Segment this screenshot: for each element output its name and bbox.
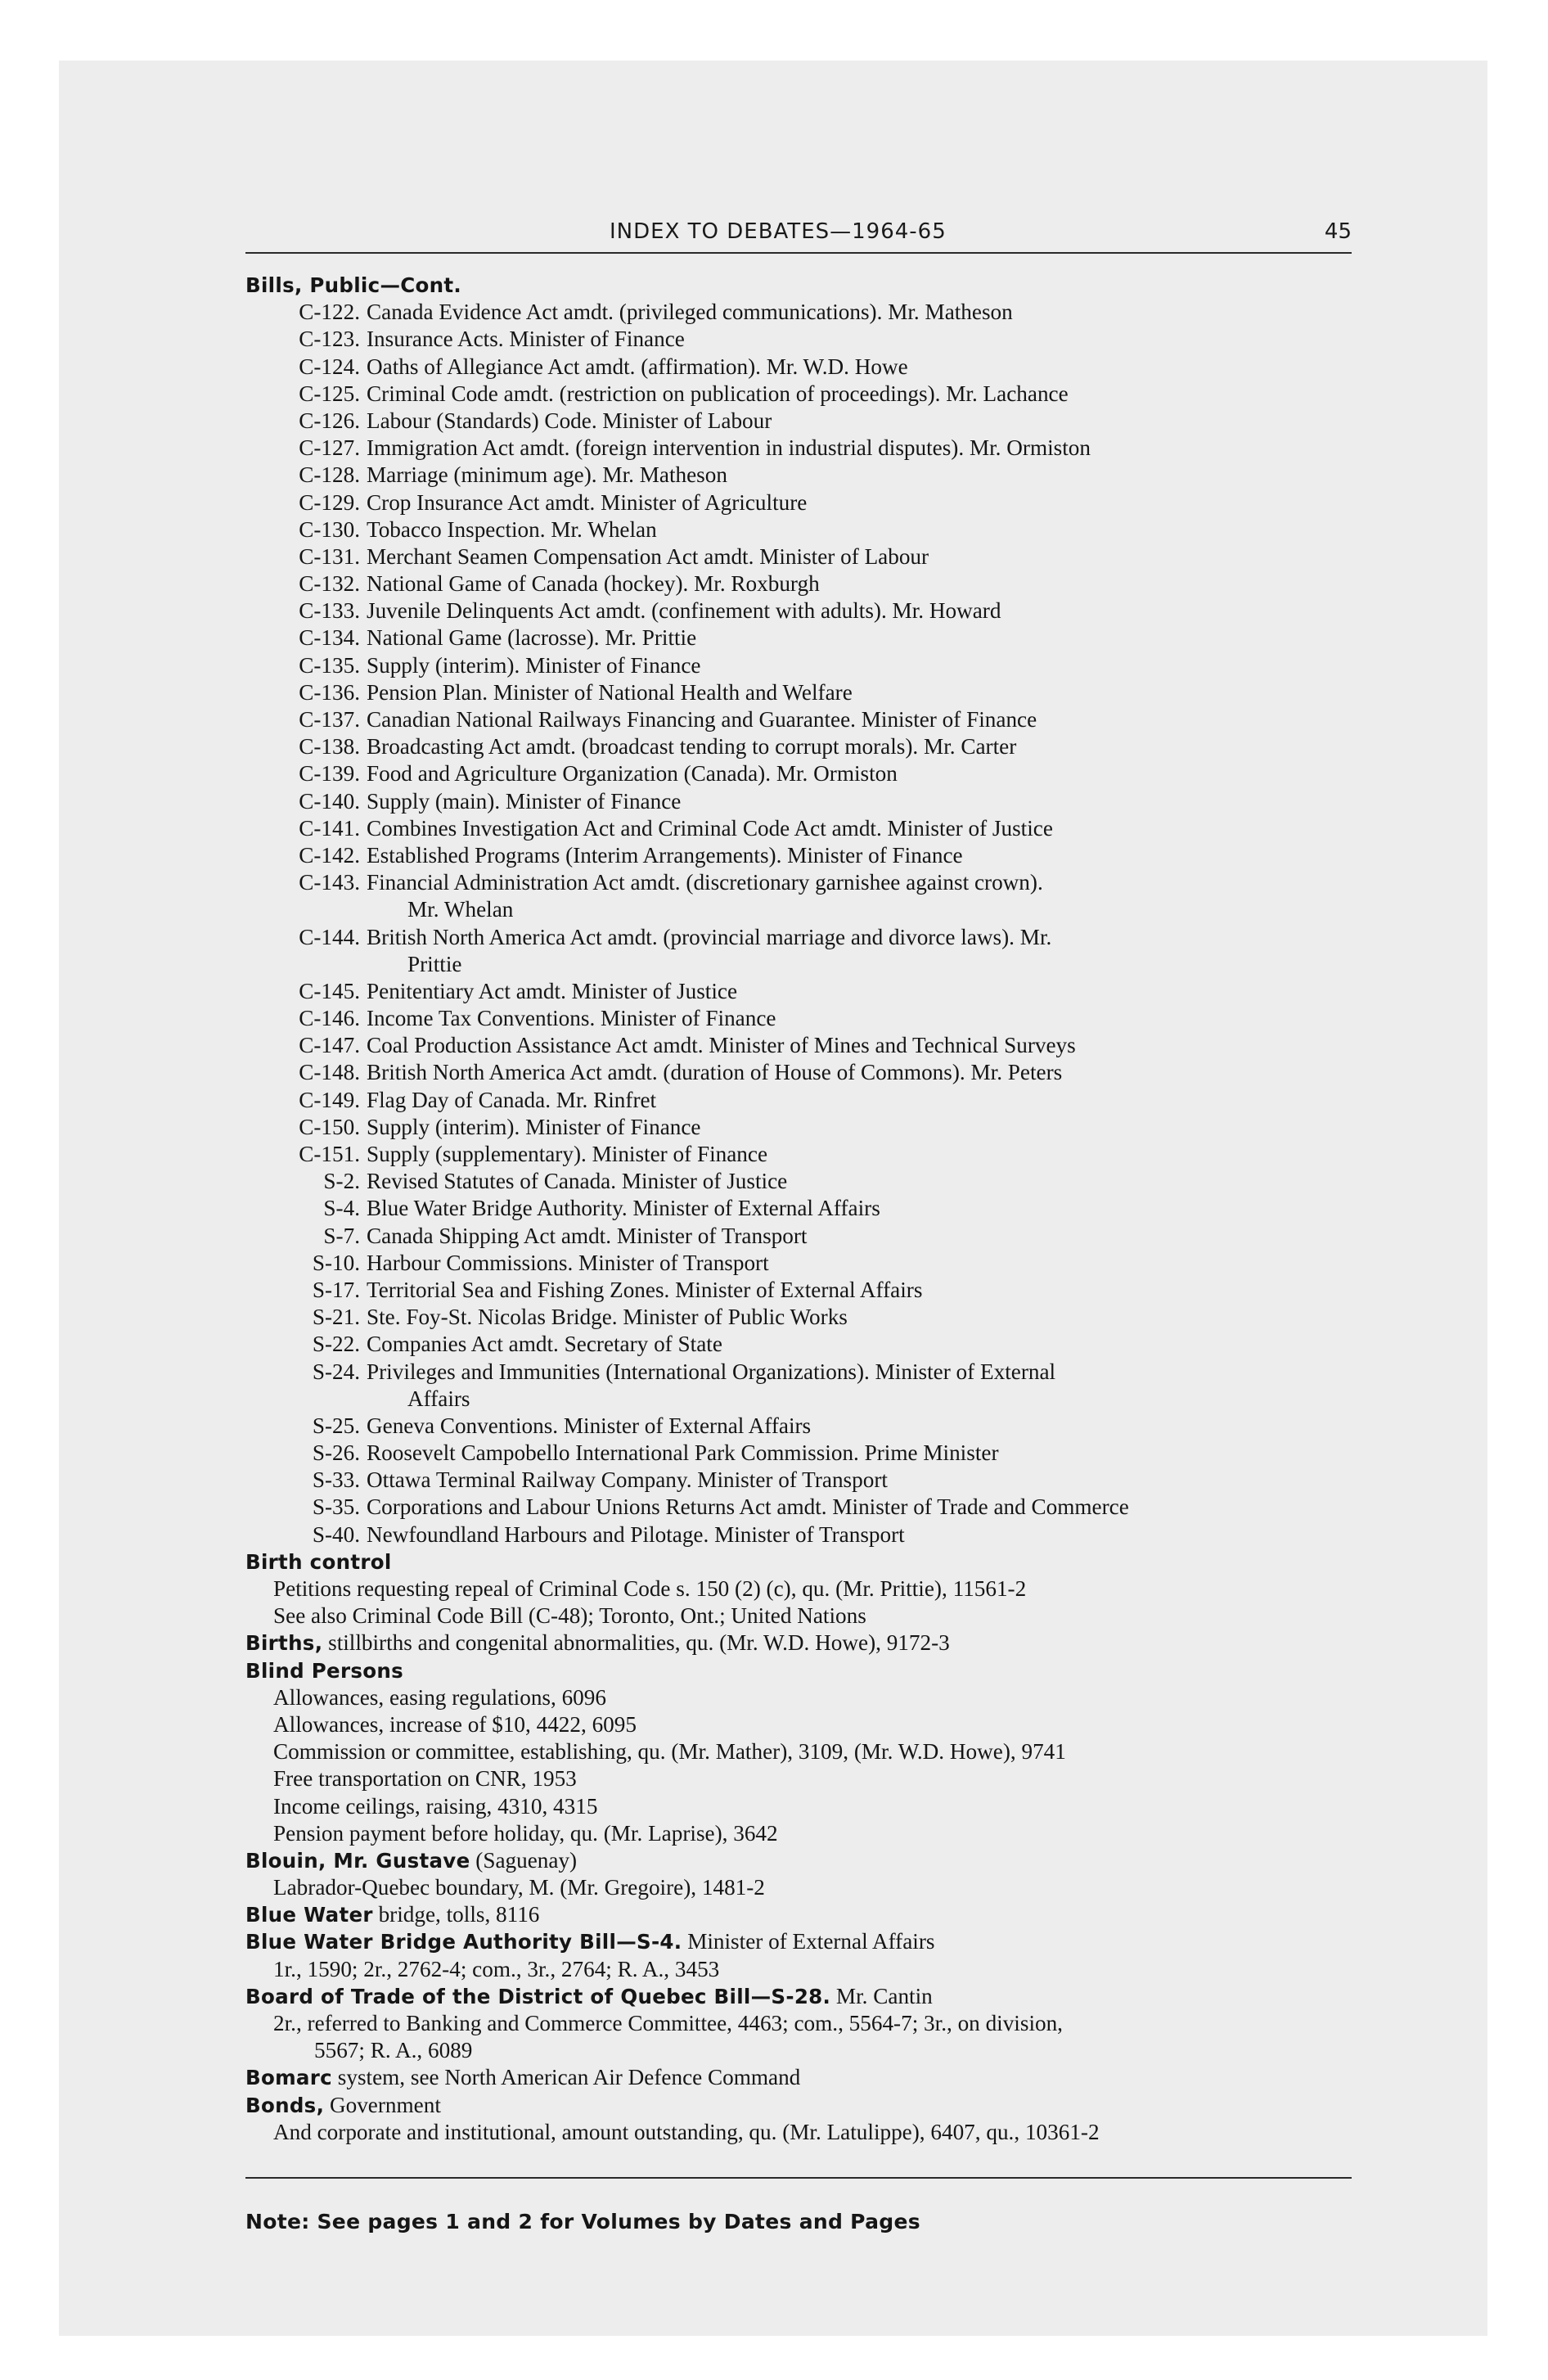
bill-title: Insurance Acts. Minister of Finance bbox=[367, 327, 685, 352]
bill-number: S-25. bbox=[312, 1413, 360, 1438]
bill-number: C-149. bbox=[299, 1087, 360, 1112]
bill-entry bbox=[245, 435, 1358, 462]
bill-entry bbox=[245, 381, 1358, 408]
bill-title: Newfoundland Harbours and Pilotage. Minister of Transport bbox=[367, 1521, 905, 1547]
bill-number: S-35. bbox=[312, 1494, 360, 1520]
bill-number: S-17. bbox=[312, 1277, 360, 1302]
bill-number: C-124. bbox=[299, 354, 360, 379]
bill-entry bbox=[245, 1114, 1358, 1141]
heading-term: Births, bbox=[245, 1631, 323, 1656]
bill-entry bbox=[245, 299, 1358, 326]
entry-text: Petitions requesting repeal of Criminal Code s. 150 (2) (c), qu. (Mr. Prittie), 11561-2 bbox=[273, 1576, 1027, 1601]
bill-title: Corporations and Labour Unions Returns Act amdt. Minister of Trade and Commerce bbox=[367, 1494, 1129, 1520]
heading-term: Bills, Public—Cont. bbox=[245, 273, 462, 297]
bill-number: S-33. bbox=[312, 1467, 360, 1493]
bill-entry bbox=[245, 462, 1358, 489]
bill-number: S-26. bbox=[312, 1440, 360, 1466]
bill-number: C-130. bbox=[299, 516, 360, 542]
bill-entry bbox=[245, 570, 1358, 597]
bill-entry-continuation bbox=[245, 1386, 1358, 1413]
bill-entry bbox=[245, 1087, 1358, 1114]
heading-term: Blind Persons bbox=[245, 1658, 403, 1683]
heading-term: Birth control bbox=[245, 1549, 392, 1574]
bill-entry bbox=[245, 354, 1358, 381]
bill-title: Oaths of Allegiance Act amdt. (affirmation). Mr. W.D. Howe bbox=[367, 354, 908, 379]
bill-entry bbox=[245, 1304, 1358, 1331]
entry-text: Allowances, easing regulations, 6096 bbox=[273, 1684, 606, 1710]
bill-number: C-125. bbox=[299, 381, 360, 406]
subentry bbox=[245, 1793, 1358, 1820]
bill-title: Ste. Foy-St. Nicolas Bridge. Minister of Public Works bbox=[367, 1305, 848, 1330]
bill-number: C-151. bbox=[299, 1142, 360, 1166]
heading-rest: bridge, tolls, 8116 bbox=[372, 1902, 540, 1927]
bill-title: Merchant Seamen Compensation Act amdt. Minister of Labour bbox=[367, 543, 929, 569]
bill-number: S-2. bbox=[323, 1169, 360, 1194]
entry-text: Mr. Whelan bbox=[407, 897, 514, 922]
subentry bbox=[245, 2119, 1358, 2146]
entry-text: 5567; R. A., 6089 bbox=[314, 2038, 473, 2063]
bill-entry bbox=[245, 924, 1358, 951]
footer-rule bbox=[245, 2177, 1352, 2179]
bill-number: C-145. bbox=[299, 978, 360, 1003]
bill-number: S-40. bbox=[312, 1521, 360, 1547]
bill-title: Supply (interim). Minister of Finance bbox=[367, 652, 701, 678]
bill-entry bbox=[245, 326, 1358, 353]
bill-number: C-148. bbox=[299, 1060, 360, 1085]
bill-number: S-24. bbox=[312, 1359, 360, 1384]
bill-title: Blue Water Bridge Authority. Minister of External Affairs bbox=[367, 1196, 880, 1221]
bill-title: Pension Plan. Minister of National Health and Welfare bbox=[367, 679, 853, 705]
bill-number: C-135. bbox=[299, 652, 360, 678]
bill-title: Tobacco Inspection. Mr. Whelan bbox=[367, 516, 657, 542]
bill-number: C-138. bbox=[299, 734, 360, 760]
bill-title: Supply (supplementary). Minister of Finance bbox=[367, 1142, 768, 1166]
bill-entry bbox=[245, 1168, 1358, 1195]
bill-number: C-141. bbox=[299, 815, 360, 841]
bill-title: Income Tax Conventions. Minister of Finance bbox=[367, 1006, 776, 1031]
subentry bbox=[245, 2010, 1358, 2037]
subentry bbox=[245, 2037, 1358, 2064]
bill-title: Coal Production Assistance Act amdt. Minister of Mines and Technical Surveys bbox=[367, 1033, 1076, 1058]
bill-number: C-139. bbox=[299, 761, 360, 787]
entry-text: Labrador-Quebec boundary, M. (Mr. Gregoire), 1481-2 bbox=[273, 1875, 765, 1900]
bill-entry bbox=[245, 1494, 1358, 1521]
index-heading bbox=[245, 1629, 1358, 1657]
subentry bbox=[245, 1956, 1358, 1983]
bill-entry-continuation bbox=[245, 896, 1358, 923]
bill-title: Supply (interim). Minister of Finance bbox=[367, 1114, 701, 1139]
bill-entry bbox=[245, 1467, 1358, 1494]
index-heading bbox=[245, 1901, 1358, 1928]
subentry bbox=[245, 1820, 1358, 1847]
index-heading bbox=[245, 1657, 1358, 1684]
subentry bbox=[245, 1738, 1358, 1765]
bill-entry-continuation bbox=[245, 951, 1358, 978]
entry-text: Allowances, increase of $10, 4422, 6095 bbox=[273, 1711, 637, 1737]
bill-number: C-123. bbox=[299, 327, 360, 352]
bill-number: C-133. bbox=[299, 598, 360, 624]
bill-number: C-127. bbox=[299, 435, 360, 461]
entry-text: Prittie bbox=[407, 951, 462, 976]
index-entries bbox=[245, 272, 1358, 2146]
bill-number: C-143. bbox=[299, 870, 360, 895]
bill-title: Supply (main). Minister of Finance bbox=[367, 788, 682, 814]
index-heading bbox=[245, 1548, 1358, 1575]
index-heading bbox=[245, 2064, 1358, 2091]
page-number: 45 bbox=[1324, 219, 1352, 244]
bill-entry bbox=[245, 1359, 1358, 1386]
subentry bbox=[245, 1575, 1358, 1602]
bill-title: Immigration Act amdt. (foreign intervention in industrial disputes). Mr. Ormiston bbox=[367, 435, 1091, 461]
footer-note: Note: See pages 1 and 2 for Volumes by Dates and Pages bbox=[245, 2209, 920, 2234]
bill-number: C-128. bbox=[299, 462, 360, 488]
bill-title: National Game of Canada (hockey). Mr. Roxburgh bbox=[367, 571, 820, 597]
bill-entry bbox=[245, 1223, 1358, 1250]
bill-title: Ottawa Terminal Railway Company. Minister of Transport bbox=[367, 1467, 888, 1493]
bill-title: Canadian National Railways Financing and Guarantee. Minister of Finance bbox=[367, 707, 1037, 732]
bill-entry bbox=[245, 624, 1358, 651]
bill-entry bbox=[245, 1331, 1358, 1358]
entry-text: Commission or committee, establishing, qu. (Mr. Mather), 3109, (Mr. W.D. Howe), 9741 bbox=[273, 1739, 1066, 1765]
bill-title: Privileges and Immunities (International Organizations). Minister of External bbox=[367, 1359, 1056, 1384]
bill-number: S-4. bbox=[323, 1196, 360, 1221]
bill-title: Financial Administration Act amdt. (discretionary garnishee against crown). bbox=[367, 870, 1043, 895]
bill-title: British North America Act amdt. (duration of House of Commons). Mr. Peters bbox=[367, 1060, 1063, 1085]
bill-entry bbox=[245, 1141, 1358, 1168]
heading-term: Blue Water bbox=[245, 1903, 373, 1927]
bill-number: C-140. bbox=[299, 788, 360, 814]
running-title: INDEX TO DEBATES—1964-65 bbox=[610, 219, 947, 244]
bill-entry bbox=[245, 1032, 1358, 1059]
bill-entry bbox=[245, 679, 1358, 706]
bill-title: Roosevelt Campobello International Park Commission. Prime Minister bbox=[367, 1440, 999, 1466]
bill-entry bbox=[245, 1005, 1358, 1032]
heading-term: Blouin, Mr. Gustave bbox=[245, 1848, 470, 1873]
bill-entry bbox=[245, 1195, 1358, 1222]
bill-title: Food and Agriculture Organization (Canada). Mr. Ormiston bbox=[367, 761, 898, 787]
heading-rest: (Saguenay) bbox=[470, 1847, 578, 1873]
heading-term: Bomarc bbox=[245, 2066, 332, 2090]
bill-number: C-146. bbox=[299, 1006, 360, 1031]
heading-rest: system, see North American Air Defence Command bbox=[331, 2065, 801, 2090]
bill-number: C-137. bbox=[299, 707, 360, 732]
index-heading bbox=[245, 2092, 1358, 2119]
bill-title: National Game (lacrosse). Mr. Prittie bbox=[367, 625, 697, 651]
bill-title: Penitentiary Act amdt. Minister of Justice bbox=[367, 978, 738, 1003]
bill-number: S-10. bbox=[312, 1250, 360, 1275]
subentry bbox=[245, 1684, 1358, 1711]
entry-text: Affairs bbox=[407, 1386, 470, 1411]
subentry bbox=[245, 1874, 1358, 1901]
bill-title: Marriage (minimum age). Mr. Matheson bbox=[367, 462, 727, 488]
heading-rest: stillbirths and congenital abnormalities, qu. (Mr. W.D. Howe), 9172-3 bbox=[322, 1630, 950, 1656]
bill-title: Criminal Code amdt. (restriction on publication of proceedings). Mr. Lachance bbox=[367, 381, 1069, 406]
bill-title: Revised Statutes of Canada. Minister of Justice bbox=[367, 1169, 788, 1194]
bill-entry bbox=[245, 1521, 1358, 1548]
subentry bbox=[245, 1765, 1358, 1792]
bill-entry bbox=[245, 815, 1358, 842]
header-rule bbox=[245, 252, 1352, 254]
entry-text: Income ceilings, raising, 4310, 4315 bbox=[273, 1793, 598, 1819]
bill-number: C-132. bbox=[299, 571, 360, 597]
bill-entry bbox=[245, 869, 1358, 896]
page-content bbox=[245, 216, 1358, 2234]
bill-title: Broadcasting Act amdt. (broadcast tending to corrupt morals). Mr. Carter bbox=[367, 734, 1017, 760]
entry-text: And corporate and institutional, amount outstanding, qu. (Mr. Latulippe), 6407, qu., 10361-2 bbox=[273, 2119, 1100, 2144]
bill-number: C-142. bbox=[299, 842, 360, 868]
bill-entry bbox=[245, 489, 1358, 516]
bill-entry bbox=[245, 760, 1358, 787]
heading-rest: Minister of External Affairs bbox=[682, 1929, 935, 1954]
bill-title: Companies Act amdt. Secretary of State bbox=[367, 1332, 722, 1357]
bill-number: S-7. bbox=[323, 1223, 360, 1248]
bill-title: Established Programs (Interim Arrangements). Minister of Finance bbox=[367, 842, 963, 868]
index-heading bbox=[245, 272, 1358, 299]
heading-rest: Mr. Cantin bbox=[830, 1983, 933, 2008]
entry-text: 2r., referred to Banking and Commerce Committee, 4463; com., 5564-7; 3r., on division, bbox=[273, 2011, 1063, 2035]
bill-title: Labour (Standards) Code. Minister of Labour bbox=[367, 408, 772, 433]
bill-entry bbox=[245, 1440, 1358, 1467]
bill-number: C-144. bbox=[299, 924, 360, 949]
bill-entry bbox=[245, 1277, 1358, 1304]
bill-number: C-150. bbox=[299, 1114, 360, 1139]
bill-entry bbox=[245, 516, 1358, 543]
bill-entry bbox=[245, 733, 1358, 760]
bill-title: Flag Day of Canada. Mr. Rinfret bbox=[367, 1087, 657, 1112]
heading-term: Board of Trade of the District of Quebec Bill—S-28. bbox=[245, 1984, 831, 2008]
bill-entry bbox=[245, 978, 1358, 1005]
bill-entry bbox=[245, 842, 1358, 869]
bill-title: Juvenile Delinquents Act amdt. (confinement with adults). Mr. Howard bbox=[367, 598, 1001, 624]
bill-title: Combines Investigation Act and Criminal Code Act amdt. Minister of Justice bbox=[367, 815, 1053, 841]
bill-title: British North America Act amdt. (provincial marriage and divorce laws). Mr. bbox=[367, 924, 1052, 949]
bill-entry bbox=[245, 706, 1358, 733]
bill-entry bbox=[245, 1059, 1358, 1086]
bill-number: C-129. bbox=[299, 489, 360, 515]
bill-number: C-122. bbox=[299, 300, 360, 325]
bill-entry bbox=[245, 1413, 1358, 1440]
bill-title: Territorial Sea and Fishing Zones. Minister of External Affairs bbox=[367, 1277, 923, 1302]
bill-title: Geneva Conventions. Minister of External Affairs bbox=[367, 1413, 812, 1438]
entry-text: 1r., 1590; 2r., 2762-4; com., 3r., 2764; R. A., 3453 bbox=[273, 1956, 720, 1981]
bill-number: C-136. bbox=[299, 679, 360, 705]
bill-title: Harbour Commissions. Minister of Transport bbox=[367, 1250, 769, 1275]
entry-text: See also Criminal Code Bill (C-48); Toronto, Ont.; United Nations bbox=[273, 1603, 866, 1629]
bill-title: Crop Insurance Act amdt. Minister of Agriculture bbox=[367, 489, 808, 515]
bill-number: C-131. bbox=[299, 543, 360, 569]
bill-number: C-126. bbox=[299, 408, 360, 433]
index-heading bbox=[245, 1847, 1358, 1874]
heading-term: Blue Water Bridge Authority Bill—S-4. bbox=[245, 1930, 682, 1954]
subentry bbox=[245, 1711, 1358, 1738]
heading-term: Bonds, bbox=[245, 2093, 325, 2117]
scanned-page bbox=[59, 61, 1487, 2336]
bill-number: C-147. bbox=[299, 1033, 360, 1058]
bill-number: C-134. bbox=[299, 625, 360, 651]
subentry bbox=[245, 1602, 1358, 1629]
entry-text: Pension payment before holiday, qu. (Mr. Laprise), 3642 bbox=[273, 1820, 778, 1846]
index-heading bbox=[245, 1928, 1358, 1955]
heading-rest: Government bbox=[324, 2092, 441, 2117]
index-heading bbox=[245, 1983, 1358, 2010]
bill-title: Canada Evidence Act amdt. (privileged communications). Mr. Matheson bbox=[367, 300, 1013, 325]
bill-entry bbox=[245, 1250, 1358, 1277]
bill-entry bbox=[245, 597, 1358, 624]
bill-number: S-22. bbox=[312, 1332, 360, 1357]
bill-entry bbox=[245, 788, 1358, 815]
bill-entry bbox=[245, 408, 1358, 435]
entry-text: Free transportation on CNR, 1953 bbox=[273, 1766, 577, 1792]
bill-entry bbox=[245, 543, 1358, 570]
page-header bbox=[245, 216, 1358, 252]
bill-entry bbox=[245, 652, 1358, 679]
bill-number: S-21. bbox=[312, 1305, 360, 1330]
bill-title: Canada Shipping Act amdt. Minister of Transport bbox=[367, 1223, 808, 1248]
